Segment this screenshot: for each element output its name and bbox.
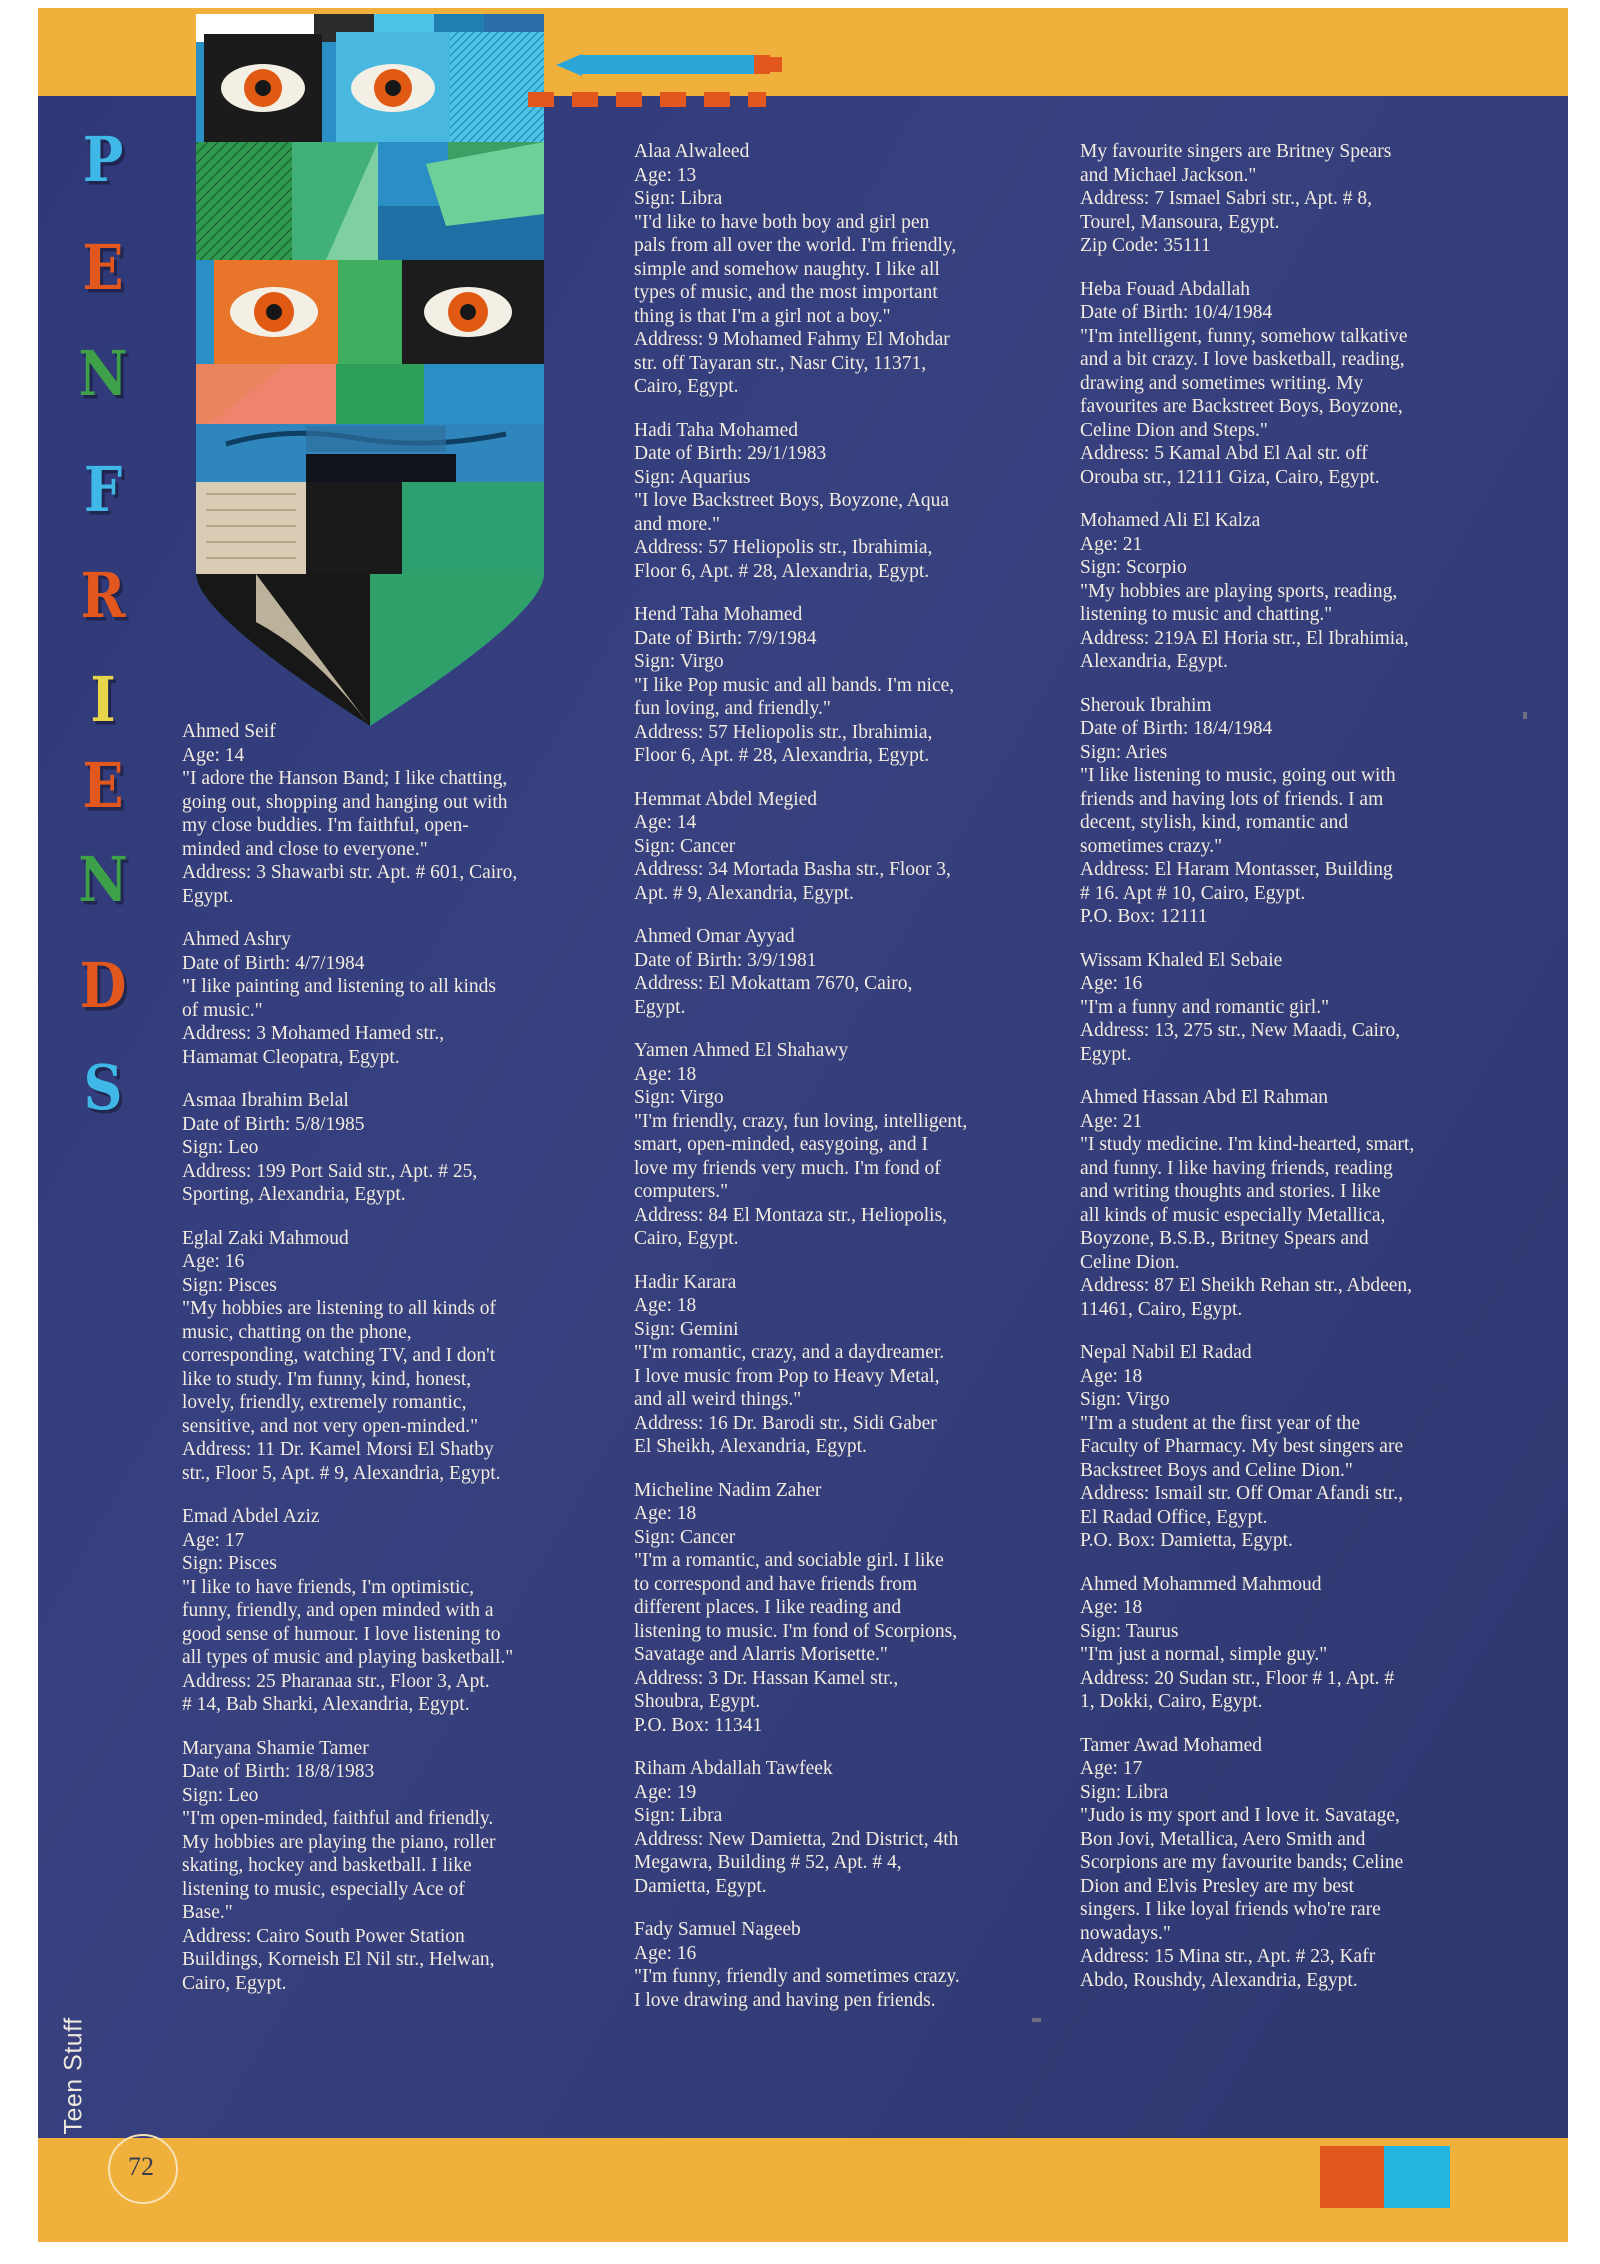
title-letter-r-4: R	[80, 558, 126, 632]
penfriend-line: 1, Dokki, Cairo, Egypt.	[1080, 1691, 1263, 1712]
penfriend-line: Celine Dion and Steps."	[1080, 419, 1268, 441]
penfriend-line: "I'm romantic, crazy, and a daydreamer.	[634, 1342, 945, 1363]
penfriend-name: My favourite singers are Britney Spears	[1080, 141, 1392, 162]
penfriend-name: Heba Fouad Abdallah	[1080, 278, 1251, 300]
penfriend-line: Age: 13	[634, 164, 697, 186]
penfriend-name: Hadir Karara	[634, 1271, 737, 1293]
penfriend-line: Age: 14	[182, 744, 245, 766]
penfriend-line: Address: 3 Dr. Hassan Kamel str.,	[634, 1667, 899, 1689]
penfriend-line: "My hobbies are listening to all kinds of	[182, 1298, 496, 1319]
penfriend-line: # 14, Bab Sharki, Alexandria, Egypt.	[182, 1694, 470, 1715]
penfriend-line: Address: 199 Port Said str., Apt. # 25,	[182, 1160, 478, 1182]
penfriend-entry	[182, 1505, 568, 1717]
penfriend-line: Alexandria, Egypt.	[1080, 651, 1228, 672]
penfriend-entry	[634, 1757, 1024, 1898]
penfriend-line: Age: 16	[634, 1942, 697, 1964]
penfriend-line: and all weird things."	[634, 1389, 802, 1410]
penfriend-line: 11461, Cairo, Egypt.	[1080, 1298, 1243, 1320]
penfriend-name: Yamen Ahmed El Shahawy	[634, 1040, 849, 1061]
title-letter-i-5: I	[90, 662, 116, 736]
penfriend-line: Sign: Virgo	[1080, 1389, 1170, 1410]
penfriend-line: pals from all over the world. I'm friendly,	[634, 235, 957, 256]
penfriend-line: Date of Birth: 3/9/1981	[634, 949, 817, 971]
penfriend-name: Mohamed Ali El Kalza	[1080, 510, 1261, 531]
penfriend-line: Hamamat Cleopatra, Egypt.	[182, 1046, 400, 1068]
penfriend-name: Tamer Awad Mohamed	[1080, 1734, 1263, 1756]
page-title-vertical	[55, 122, 155, 1230]
penfriend-line: Sign: Pisces	[182, 1553, 277, 1574]
penfriend-line: Bon Jovi, Metallica, Aero Smith and	[1080, 1828, 1366, 1850]
penfriend-line: Age: 17	[1080, 1758, 1143, 1779]
penfriend-line: Date of Birth: 10/4/1984	[1080, 302, 1273, 323]
penfriend-line: love my friends very much. I'm fond of	[634, 1157, 941, 1179]
penfriend-line: lovely, friendly, extremely romantic,	[182, 1392, 467, 1413]
penfriend-line: computers."	[634, 1181, 729, 1202]
penfriend-line: and writing thoughts and stories. I like	[1080, 1181, 1381, 1202]
penfriend-line: P.O. Box: Damietta, Egypt.	[1080, 1530, 1293, 1551]
dash-decoration	[528, 92, 778, 108]
penfriend-line: Address: 84 El Montaza str., Heliopolis,	[634, 1204, 948, 1226]
penfriend-line: "I'm just a normal, simple guy."	[1080, 1644, 1328, 1665]
penfriend-line: Address: 3 Shawarbi str. Apt. # 601, Cairo,	[182, 862, 518, 883]
penfriend-line: Address: 3 Mohamed Hamed str.,	[182, 1023, 445, 1044]
section-label: Teen Stuff	[59, 2017, 88, 2135]
penfriend-line: Sign: Leo	[182, 1137, 259, 1158]
penfriend-entry	[1080, 1573, 1474, 1714]
penfriend-line: str. off Tayaran str., Nasr City, 11371,	[634, 352, 927, 374]
penfriend-line: Age: 16	[182, 1251, 245, 1272]
penfriend-line: My hobbies are playing the piano, roller	[182, 1831, 496, 1853]
penfriend-line: Buildings, Korneish El Nil str., Helwan,	[182, 1949, 495, 1970]
penfriend-line: Address: 57 Heliopolis str., Ibrahimia,	[634, 537, 933, 558]
penfriend-line: Abdo, Roushdy, Alexandria, Egypt.	[1080, 1969, 1358, 1991]
penfriend-entry	[182, 720, 568, 908]
penfriend-line: Faculty of Pharmacy. My best singers are	[1080, 1436, 1404, 1457]
penfriend-line: Address: 13, 275 str., New Maadi, Cairo,	[1080, 1020, 1401, 1041]
penfriend-line: Address: New Damietta, 2nd District, 4th	[634, 1828, 959, 1850]
penfriend-line: Address: 20 Sudan str., Floor # 1, Apt. #	[1080, 1667, 1395, 1689]
penfriend-line: different places. I like reading and	[634, 1597, 902, 1618]
penfriend-line: Age: 16	[1080, 973, 1143, 994]
penfriend-line: sometimes crazy."	[1080, 835, 1223, 857]
penfriend-line: types of music, and the most important	[634, 282, 938, 303]
penfriend-line: nowadays."	[1080, 1922, 1171, 1944]
penfriend-line: "I'm funny, friendly and sometimes crazy.	[634, 1966, 960, 1987]
penfriend-line: Address: 34 Mortada Basha str., Floor 3,	[634, 859, 951, 880]
penfriend-line: "I love Backstreet Boys, Boyzone, Aqua	[634, 490, 950, 511]
penfriend-line: Sporting, Alexandria, Egypt.	[182, 1184, 406, 1205]
penfriend-name: Hemmat Abdel Megied	[634, 788, 818, 810]
penfriend-line: and a bit crazy. I love basketball, reading,	[1080, 349, 1405, 370]
penfriend-line: "I'd like to have both boy and girl pen	[634, 211, 930, 233]
penfriend-line: Date of Birth: 18/4/1984	[1080, 718, 1273, 739]
pencil-icon	[556, 52, 784, 78]
penfriend-line: El Sheikh, Alexandria, Egypt.	[634, 1436, 867, 1457]
penfriend-line: corresponding, watching TV, and I don't	[182, 1345, 496, 1366]
penfriend-line: and funny. I like having friends, reading	[1080, 1157, 1393, 1179]
penfriend-line: Age: 21	[1080, 533, 1143, 555]
penfriend-line: Age: 17	[182, 1529, 245, 1551]
penfriend-name: Ahmed Mohammed Mahmoud	[1080, 1573, 1322, 1595]
penfriend-line: good sense of humour. I love listening to	[182, 1623, 501, 1645]
penfriend-line: Megawra, Building # 52, Apt. # 4,	[634, 1852, 902, 1873]
penfriend-line: "I'm a student at the first year of the	[1080, 1412, 1361, 1434]
penfriend-line: Address: 9 Mohamed Fahmy El Mohdar	[634, 329, 950, 350]
text-columns	[182, 140, 1522, 2100]
penfriend-entry	[1080, 278, 1474, 490]
penfriend-line: Age: 18	[634, 1295, 697, 1316]
title-letter-s-9: S	[83, 1050, 123, 1124]
penfriend-line: Sign: Pisces	[182, 1274, 277, 1296]
penfriend-line: my close buddies. I'm faithful, open-	[182, 815, 469, 836]
penfriend-line: Address: El Mokattam 7670, Cairo,	[634, 973, 913, 994]
penfriend-entry	[634, 419, 1024, 584]
penfriend-line: Date of Birth: 5/8/1985	[182, 1113, 365, 1135]
cyan-square-decoration	[1384, 2146, 1450, 2208]
penfriend-line: minded and close to everyone."	[182, 838, 428, 860]
penfriend-entry	[1080, 694, 1474, 929]
title-letter-f-3: F	[83, 452, 123, 526]
penfriend-entry	[1080, 1086, 1474, 1321]
penfriend-line: Cairo, Egypt.	[634, 376, 739, 397]
penfriend-name: Hadi Taha Mohamed	[634, 419, 798, 441]
penfriend-line: Orouba str., 12111 Giza, Cairo, Egypt.	[1080, 466, 1380, 488]
penfriend-entry	[1080, 1734, 1474, 1993]
penfriend-line: "I adore the Hanson Band; I like chatting,	[182, 768, 508, 789]
penfriend-line: Sign: Leo	[182, 1784, 259, 1806]
penfriend-line: Apt. # 9, Alexandria, Egypt.	[634, 882, 854, 904]
penfriend-name: Asmaa Ibrahim Belal	[182, 1090, 349, 1111]
penfriend-name: Maryana Shamie Tamer	[182, 1737, 369, 1759]
penfriend-entry	[182, 1737, 568, 1996]
penfriend-line: Address: 87 El Sheikh Rehan str., Abdeen,	[1080, 1275, 1413, 1296]
penfriend-line: Sign: Virgo	[634, 1087, 724, 1108]
penfriend-line: Date of Birth: 7/9/1984	[634, 627, 817, 649]
penfriend-line: and Michael Jackson."	[1080, 164, 1257, 186]
penfriend-name: Hend Taha Mohamed	[634, 604, 803, 625]
penfriend-line: Date of Birth: 18/8/1983	[182, 1761, 375, 1782]
penfriend-line: "I'm friendly, crazy, fun loving, intelligent,	[634, 1110, 968, 1132]
title-letter-n-2: N	[78, 336, 128, 410]
penfriend-line: "I'm open-minded, faithful and friendly.	[182, 1808, 494, 1829]
penfriend-entry	[634, 1271, 1024, 1459]
speck	[1032, 2018, 1041, 2022]
penfriend-line: P.O. Box: 11341	[634, 1714, 763, 1736]
penfriend-line: Egypt.	[182, 885, 234, 907]
penfriend-line: Address: 219A El Horia str., El Ibrahimia,	[1080, 627, 1409, 649]
penfriend-line: Sign: Cancer	[634, 835, 736, 857]
column-3	[1080, 140, 1474, 2012]
penfriend-line: I love drawing and having pen friends.	[634, 1989, 936, 2011]
penfriend-line: Address: 5 Kamal Abd El Aal str. off	[1080, 443, 1368, 464]
penfriend-name: Ahmed Hassan Abd El Rahman	[1080, 1087, 1329, 1108]
orange-square-decoration	[1320, 2146, 1384, 2208]
penfriend-line: Boyzone, B.S.B., Britney Spears and	[1080, 1228, 1369, 1249]
penfriend-line: str., Floor 5, Apt. # 9, Alexandria, Egypt.	[182, 1462, 501, 1484]
penfriend-entry	[1080, 1341, 1474, 1553]
penfriend-line: Sign: Cancer	[634, 1526, 736, 1548]
penfriend-line: Address: 57 Heliopolis str., Ibrahimia,	[634, 721, 933, 743]
penfriend-line: Age: 21	[1080, 1110, 1143, 1132]
penfriend-name: Alaa Alwaleed	[634, 141, 750, 162]
penfriend-name: Emad Abdel Aziz	[182, 1506, 320, 1527]
penfriend-line: Age: 14	[634, 812, 697, 833]
penfriend-line: Address: Ismail str. Off Omar Afandi str.,	[1080, 1483, 1403, 1504]
penfriend-line: Address: 15 Mina str., Apt. # 23, Kafr	[1080, 1946, 1376, 1967]
penfriend-name: Sherouk Ibrahim	[1080, 694, 1212, 716]
penfriend-line: Egypt.	[1080, 1043, 1132, 1065]
penfriend-line: Sign: Aries	[1080, 741, 1168, 763]
penfriend-line: "My hobbies are playing sports, reading,	[1080, 580, 1398, 602]
penfriend-line: Age: 18	[1080, 1365, 1143, 1387]
penfriend-entry	[634, 140, 1024, 399]
penfriend-line: listening to music and chatting."	[1080, 604, 1333, 625]
penfriend-entry	[634, 788, 1024, 906]
penfriend-line: like to study. I'm funny, kind, honest,	[182, 1368, 472, 1390]
penfriend-line: Damietta, Egypt.	[634, 1875, 767, 1897]
penfriend-name: Ahmed Seif	[182, 721, 276, 742]
title-letter-e-1: E	[82, 230, 124, 304]
penfriend-line: fun loving, and friendly."	[634, 698, 831, 719]
penfriend-line: all kinds of music especially Metallica,	[1080, 1204, 1386, 1226]
penfriend-entry	[634, 1039, 1024, 1251]
penfriend-line: Sign: Libra	[634, 188, 723, 209]
penfriend-line: decent, stylish, kind, romantic and	[1080, 812, 1349, 833]
penfriend-line: "I'm a romantic, and sociable girl. I like	[634, 1550, 944, 1571]
penfriend-line: Sign: Taurus	[1080, 1620, 1179, 1642]
column-1	[182, 720, 568, 2015]
penfriend-line: Celine Dion.	[1080, 1251, 1180, 1273]
penfriend-line: Dion and Elvis Presley are my best	[1080, 1875, 1355, 1897]
penfriend-line: Age: 18	[634, 1063, 697, 1085]
penfriend-name: Nepal Nabil El Radad	[1080, 1342, 1252, 1363]
penfriend-entry	[634, 1479, 1024, 1738]
penfriend-entry	[1080, 509, 1474, 674]
penfriend-line: Base."	[182, 1902, 233, 1923]
penfriend-entry	[634, 1918, 1024, 2012]
penfriend-line: "I'm a funny and romantic girl."	[1080, 996, 1330, 1018]
penfriend-line: Address: El Haram Montasser, Building	[1080, 859, 1393, 880]
penfriend-line: Age: 19	[634, 1781, 697, 1803]
penfriend-line: Tourel, Mansoura, Egypt.	[1080, 211, 1280, 233]
penfriend-line: Address: 25 Pharanaa str., Floor 3, Apt.	[182, 1670, 490, 1692]
penfriend-line: friends and having lots of friends. I am	[1080, 788, 1384, 810]
penfriend-line: Sign: Aquarius	[634, 466, 751, 488]
penfriend-name: Riham Abdallah Tawfeek	[634, 1758, 833, 1779]
penfriend-line: "I like listening to music, going out with	[1080, 765, 1396, 786]
penfriend-name: Micheline Nadim Zaher	[634, 1479, 822, 1501]
penfriend-name: Wissam Khaled El Sebaie	[1080, 949, 1283, 971]
penfriend-line: listening to music. I'm fond of Scorpions,	[634, 1620, 958, 1642]
penfriend-entry	[634, 925, 1024, 1019]
penfriend-line: Address: Cairo South Power Station	[182, 1925, 465, 1947]
title-letter-e-6: E	[82, 748, 124, 822]
speck	[1523, 712, 1527, 719]
penfriend-line: skating, hockey and basketball. I like	[182, 1855, 472, 1876]
penfriend-line: smart, open-minded, easygoing, and I	[634, 1134, 929, 1155]
penfriend-line: Cairo, Egypt.	[634, 1228, 739, 1249]
penfriend-line: "I like to have friends, I'm optimistic,	[182, 1576, 474, 1598]
penfriend-line: Address: 11 Dr. Kamel Morsi El Shatby	[182, 1439, 494, 1460]
penfriend-line: "I like painting and listening to all kinds	[182, 976, 496, 997]
penfriend-line: going out, shopping and hanging out with	[182, 791, 508, 813]
penfriend-line: "I study medicine. I'm kind-hearted, smart,	[1080, 1134, 1415, 1155]
penfriend-line: and more."	[634, 513, 720, 535]
penfriend-name: Fady Samuel Nageeb	[634, 1919, 801, 1940]
penfriend-line: "I like Pop music and all bands. I'm nice,	[634, 674, 955, 696]
penfriend-line: "I'm intelligent, funny, somehow talkative	[1080, 325, 1408, 347]
penfriend-line: funny, friendly, and open minded with a	[182, 1600, 494, 1621]
penfriend-line: to correspond and have friends from	[634, 1573, 918, 1595]
penfriend-entry	[182, 928, 568, 1069]
penfriend-name: Eglal Zaki Mahmoud	[182, 1227, 349, 1249]
penfriend-line: "Judo is my sport and I love it. Savatage,	[1080, 1805, 1400, 1826]
penfriend-name: Ahmed Omar Ayyad	[634, 926, 795, 947]
penfriend-line: Date of Birth: 29/1/1983	[634, 443, 827, 464]
penfriend-line: listening to music, especially Ace of	[182, 1878, 465, 1900]
penfriend-line: Egypt.	[634, 996, 686, 1018]
penfriend-line: of music."	[182, 999, 263, 1021]
penfriend-line: Sign: Virgo	[634, 651, 724, 672]
penfriend-line: thing is that I'm a girl not a boy."	[634, 305, 891, 327]
penfriend-line: Age: 18	[1080, 1597, 1143, 1618]
penfriend-line: Sign: Scorpio	[1080, 557, 1187, 578]
penfriend-line: Floor 6, Apt. # 28, Alexandria, Egypt.	[634, 560, 930, 582]
penfriend-name: Ahmed Ashry	[182, 929, 291, 950]
page-number: 72	[128, 2152, 154, 2181]
penfriend-line: simple and somehow naughty. I like all	[634, 258, 940, 280]
penfriend-entry	[1080, 949, 1474, 1067]
penfriend-line: Date of Birth: 4/7/1984	[182, 952, 365, 974]
penfriend-line: music, chatting on the phone,	[182, 1321, 412, 1343]
penfriend-line: I love music from Pop to Heavy Metal,	[634, 1365, 940, 1387]
penfriend-line: drawing and sometimes writing. My	[1080, 372, 1364, 394]
penfriend-line: Age: 18	[634, 1503, 697, 1524]
penfriend-line: all types of music and playing basketball."	[182, 1647, 514, 1668]
title-letter-p-0: P	[82, 122, 124, 196]
penfriend-line: Scorpions are my favourite bands; Celine	[1080, 1852, 1404, 1873]
penfriend-line: Address: 16 Dr. Barodi str., Sidi Gaber	[634, 1412, 937, 1434]
penfriend-line: singers. I like loyal friends who're rare	[1080, 1899, 1381, 1920]
title-letter-n-7: N	[78, 842, 128, 916]
penfriend-entry	[182, 1089, 568, 1207]
penfriend-entry	[182, 1227, 568, 1486]
title-letter-d-8: D	[79, 948, 127, 1022]
penfriend-line: Cairo, Egypt.	[182, 1972, 287, 1994]
penfriend-line: Backstreet Boys and Celine Dion."	[1080, 1459, 1353, 1481]
penfriend-line: # 16. Apt # 10, Cairo, Egypt.	[1080, 882, 1306, 904]
penfriend-line: sensitive, and not very open-minded."	[182, 1415, 479, 1437]
penfriend-line: Sign: Libra	[634, 1805, 723, 1826]
penfriend-line: Savatage and Alarris Morisette."	[634, 1644, 888, 1665]
penfriend-line: favourites are Backstreet Boys, Boyzone,	[1080, 396, 1403, 417]
penfriend-entry	[1080, 140, 1474, 258]
penfriend-line: Sign: Gemini	[634, 1318, 739, 1340]
penfriend-line: Zip Code: 35111	[1080, 235, 1211, 256]
penfriend-line: P.O. Box: 12111	[1080, 906, 1208, 927]
penfriend-entry	[634, 603, 1024, 768]
penfriend-line: Shoubra, Egypt.	[634, 1691, 761, 1712]
column-2	[634, 140, 1024, 2032]
penfriend-line: El Radad Office, Egypt.	[1080, 1506, 1268, 1528]
penfriend-line: Sign: Libra	[1080, 1781, 1169, 1803]
penfriend-line: Address: 7 Ismael Sabri str., Apt. # 8,	[1080, 188, 1372, 209]
penfriend-line: Floor 6, Apt. # 28, Alexandria, Egypt.	[634, 745, 930, 766]
